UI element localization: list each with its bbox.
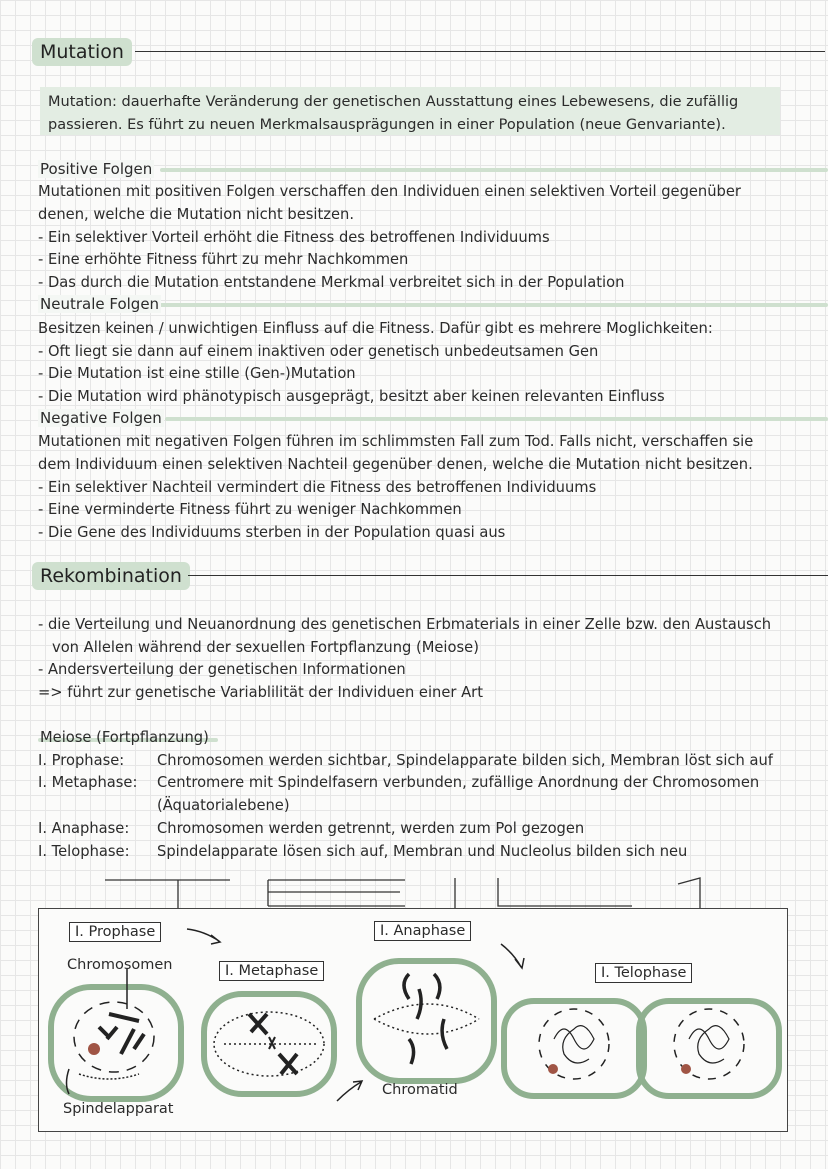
label-telophase: I. Telophase: [595, 963, 692, 983]
text-line: - Eine verminderte Fitness führt zu weniger Nachkommen: [38, 501, 462, 518]
definition-box: [40, 87, 780, 135]
phase-label: I. Anaphase:: [38, 820, 130, 837]
text-line: - Die Mutation wird phänotypisch ausgeprägt, besitzt aber keinen relevanten Einfluss: [38, 388, 665, 405]
definition-line: Mutation: dauerhafte Veränderung der genetischen Ausstattung eines Lebewesens, die zufällig: [48, 94, 739, 110]
section-underline: [158, 303, 828, 307]
text-line: - Eine erhöhte Fitness führt zu mehr Nachkommen: [38, 251, 409, 268]
text-line: Besitzen keinen / unwichtigen Einfluss auf die Fitness. Dafür gibt es mehrere Moglichkeiten:: [38, 320, 713, 337]
text-line: von Allelen während der sexuellen Fortpflanzung (Meiose): [38, 639, 479, 656]
label-anaphase: I. Anaphase: [374, 921, 471, 941]
meiosis-diagram: [38, 908, 788, 1132]
phase-label: I. Telophase:: [38, 843, 130, 860]
text-line: - Ein selektiver Nachteil vermindert die Fitness des betroffenen Individuums: [38, 479, 597, 496]
label-metaphase: I. Metaphase: [219, 961, 324, 981]
meiose-title: Meiose (Fortpflanzung): [40, 729, 209, 746]
section-underline: [165, 417, 828, 421]
heading-rule: [188, 575, 828, 576]
prophase-cell: [51, 987, 181, 1099]
text-line: - Das durch die Mutation entstandene Merkmal verbreitet sich in der Population: [38, 274, 625, 291]
phase-text: (Äquatorialebene): [157, 797, 290, 814]
phase-text: Chromosomen werden getrennt, werden zum Pol gezogen: [157, 820, 585, 837]
mutation-heading: Mutation: [32, 38, 132, 66]
telophase-cell-right: [639, 1001, 779, 1096]
telophase-cell-left: [504, 1001, 644, 1096]
text-line: Mutationen mit positiven Folgen verschaffen den Individuen einen selektiven Vorteil gegenüber: [38, 183, 741, 200]
label-chromosomen: Chromosomen: [67, 957, 173, 973]
text-line: - Die Gene des Individuums sterben in der Population quasi aus: [38, 524, 506, 541]
decorative-strokes: [0, 870, 828, 910]
phase-label: I. Prophase:: [38, 752, 125, 769]
negative-title: Negative Folgen: [40, 409, 162, 427]
label-prophase: I. Prophase: [69, 922, 161, 942]
definition-line: passieren. Es führt zu neuen Merkmalsausprägungen in einer Population (neue Genvariante).: [48, 117, 726, 133]
phase-label: I. Metaphase:: [38, 774, 138, 791]
phase-text: Chromosomen werden sichtbar, Spindelapparate bilden sich, Membran löst sich auf: [157, 752, 773, 769]
text-line: dem Individuum einen selektiven Nachteil gegenüber denen, welche die Mutation nicht besitzen.: [38, 456, 753, 473]
heading-rule: [135, 51, 825, 52]
phase-text: Spindelapparate lösen sich auf, Membran und Nucleolus bilden sich neu: [157, 843, 688, 860]
phase-text: Centromere mit Spindelfasern verbunden, zufällige Anordnung der Chromosomen: [157, 774, 760, 791]
text-line: - die Verteilung und Neuanordnung des genetischen Erbmaterials in einer Zelle bzw. den Austausch: [38, 616, 772, 633]
text-line: - Oft liegt sie dann auf einem inaktiven oder genetisch unbedeutsamen Gen: [38, 343, 599, 360]
text-line: => führt zur genetische Variablilität der Individuen einer Art: [38, 684, 483, 701]
positive-title: Positive Folgen: [40, 160, 153, 178]
text-line: denen, welche die Mutation nicht besitzen.: [38, 206, 354, 223]
label-spindelapparat: Spindelapparat: [63, 1101, 174, 1117]
text-line: Mutationen mit negativen Folgen führen im schlimmsten Fall zum Tod. Falls nicht, verschaffen sie: [38, 433, 754, 450]
rekombination-heading: Rekombination: [32, 562, 190, 590]
text-line: - Ein selektiver Vorteil erhöht die Fitness des betroffenen Individuums: [38, 229, 550, 246]
neutral-title: Neutrale Folgen: [40, 295, 160, 313]
text-line: - Andersverteilung der genetischen Informationen: [38, 661, 406, 678]
text-line: - Die Mutation ist eine stille (Gen-)Mutation: [38, 365, 356, 382]
section-underline: [160, 168, 828, 172]
label-chromatid: Chromatid: [382, 1082, 458, 1098]
